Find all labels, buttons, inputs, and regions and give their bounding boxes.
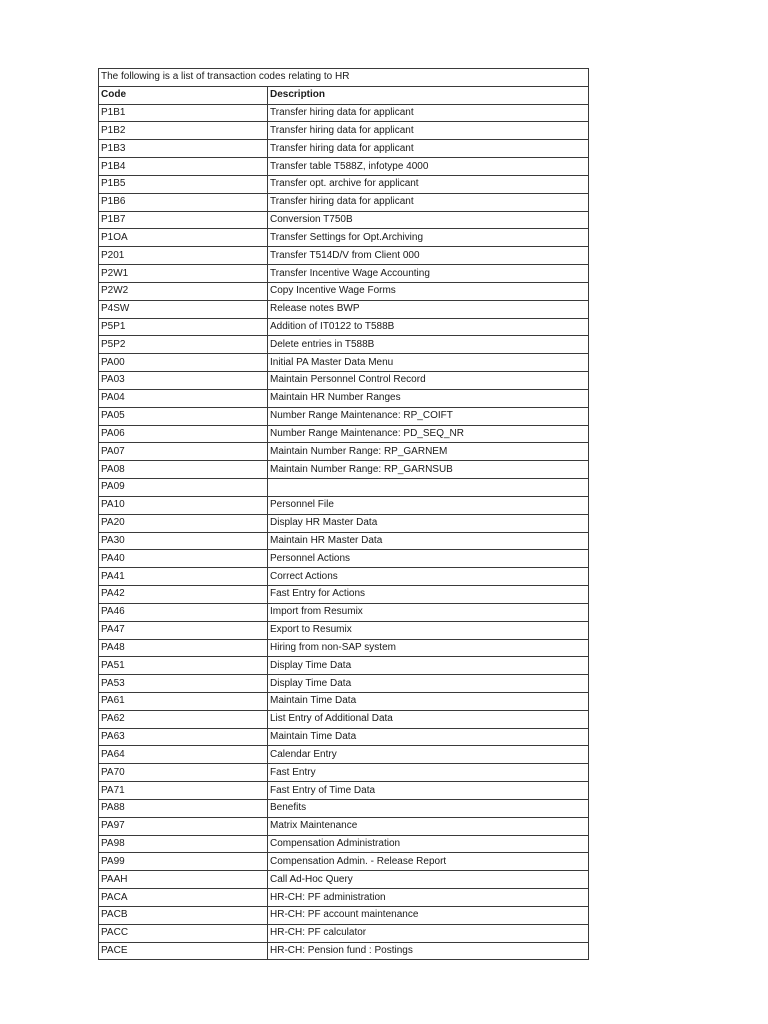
description-cell: Personnel Actions <box>268 550 589 568</box>
code-cell: PA07 <box>99 443 268 461</box>
code-cell: PA00 <box>99 354 268 372</box>
description-cell: Initial PA Master Data Menu <box>268 354 589 372</box>
table-caption: The following is a list of transaction codes relating to HR <box>99 69 589 87</box>
code-cell: PA98 <box>99 835 268 853</box>
code-cell: PA30 <box>99 532 268 550</box>
description-cell: Release notes BWP <box>268 300 589 318</box>
table-row <box>99 657 589 675</box>
code-cell: PA62 <box>99 710 268 728</box>
table-row <box>99 871 589 889</box>
description-cell: Addition of IT0122 to T588B <box>268 318 589 336</box>
description-cell: Transfer T514D/V from Client 000 <box>268 247 589 265</box>
code-cell: P1B3 <box>99 140 268 158</box>
code-cell: PA42 <box>99 586 268 604</box>
code-cell: PA63 <box>99 728 268 746</box>
code-cell: PACE <box>99 942 268 960</box>
description-cell: Display Time Data <box>268 675 589 693</box>
description-cell: Matrix Maintenance <box>268 817 589 835</box>
table-row <box>99 692 589 710</box>
code-cell: PA71 <box>99 782 268 800</box>
code-cell: PA46 <box>99 603 268 621</box>
description-cell: Conversion T750B <box>268 211 589 229</box>
description-cell: Maintain Time Data <box>268 692 589 710</box>
code-cell: PACA <box>99 889 268 907</box>
table-row <box>99 568 589 586</box>
table-row <box>99 764 589 782</box>
description-cell: Transfer hiring data for applicant <box>268 140 589 158</box>
code-cell: P1OA <box>99 229 268 247</box>
code-cell: PA08 <box>99 461 268 479</box>
code-cell: PA20 <box>99 514 268 532</box>
description-cell: Transfer opt. archive for applicant <box>268 175 589 193</box>
table-row <box>99 336 589 354</box>
table-row <box>99 853 589 871</box>
table-row <box>99 354 589 372</box>
code-cell: PA04 <box>99 389 268 407</box>
code-cell: PACB <box>99 906 268 924</box>
table-row <box>99 425 589 443</box>
description-cell: Compensation Admin. - Release Report <box>268 853 589 871</box>
table-row <box>99 942 589 960</box>
code-cell: PA03 <box>99 372 268 390</box>
table-row <box>99 782 589 800</box>
table-row <box>99 158 589 176</box>
table-row <box>99 104 589 122</box>
code-cell: P1B1 <box>99 104 268 122</box>
table-row <box>99 906 589 924</box>
table-row <box>99 799 589 817</box>
code-cell: PA40 <box>99 550 268 568</box>
table-row <box>99 710 589 728</box>
description-cell: Transfer hiring data for applicant <box>268 193 589 211</box>
table-row <box>99 675 589 693</box>
description-cell: Calendar Entry <box>268 746 589 764</box>
table-row <box>99 265 589 283</box>
table-row <box>99 639 589 657</box>
table-row <box>99 443 589 461</box>
table-row <box>99 514 589 532</box>
code-cell: PA99 <box>99 853 268 871</box>
description-cell: Import from Resumix <box>268 603 589 621</box>
table-row <box>99 835 589 853</box>
table-row <box>99 746 589 764</box>
description-cell: Fast Entry of Time Data <box>268 782 589 800</box>
transaction-code-table <box>98 68 589 960</box>
description-cell <box>268 479 589 497</box>
code-cell: PA97 <box>99 817 268 835</box>
code-cell: PA10 <box>99 496 268 514</box>
table-caption-row <box>99 69 589 87</box>
code-cell: P2W1 <box>99 265 268 283</box>
description-cell: Hiring from non-SAP system <box>268 639 589 657</box>
description-cell: Maintain HR Master Data <box>268 532 589 550</box>
code-cell: PA05 <box>99 407 268 425</box>
code-cell: PA88 <box>99 799 268 817</box>
code-cell: PA41 <box>99 568 268 586</box>
code-cell: P2W2 <box>99 282 268 300</box>
description-cell: Transfer Incentive Wage Accounting <box>268 265 589 283</box>
description-cell: List Entry of Additional Data <box>268 710 589 728</box>
description-cell: HR-CH: Pension fund : Postings <box>268 942 589 960</box>
table-row <box>99 461 589 479</box>
code-cell: PA53 <box>99 675 268 693</box>
table-row <box>99 140 589 158</box>
code-cell: P1B4 <box>99 158 268 176</box>
code-cell: PA61 <box>99 692 268 710</box>
code-cell: P1B7 <box>99 211 268 229</box>
code-cell: PA70 <box>99 764 268 782</box>
description-cell: Maintain Number Range: RP_GARNEM <box>268 443 589 461</box>
description-cell: Correct Actions <box>268 568 589 586</box>
description-cell: Maintain Number Range: RP_GARNSUB <box>268 461 589 479</box>
description-cell: Call Ad-Hoc Query <box>268 871 589 889</box>
code-cell: PA51 <box>99 657 268 675</box>
description-cell: Maintain HR Number Ranges <box>268 389 589 407</box>
table-row <box>99 496 589 514</box>
description-cell: HR-CH: PF account maintenance <box>268 906 589 924</box>
table-row <box>99 728 589 746</box>
code-cell: PA64 <box>99 746 268 764</box>
table-row <box>99 211 589 229</box>
table-row <box>99 603 589 621</box>
code-cell: P4SW <box>99 300 268 318</box>
table-row <box>99 889 589 907</box>
code-cell: PACC <box>99 924 268 942</box>
table-row <box>99 300 589 318</box>
code-cell: P1B5 <box>99 175 268 193</box>
description-cell: Number Range Maintenance: PD_SEQ_NR <box>268 425 589 443</box>
description-cell: Transfer Settings for Opt.Archiving <box>268 229 589 247</box>
table-row <box>99 122 589 140</box>
description-cell: Fast Entry for Actions <box>268 586 589 604</box>
table-row <box>99 586 589 604</box>
description-cell: Export to Resumix <box>268 621 589 639</box>
table-row <box>99 479 589 497</box>
description-cell: Display HR Master Data <box>268 514 589 532</box>
code-cell: PAAH <box>99 871 268 889</box>
table-row <box>99 621 589 639</box>
description-cell: HR-CH: PF calculator <box>268 924 589 942</box>
code-cell: P1B2 <box>99 122 268 140</box>
description-cell: Personnel File <box>268 496 589 514</box>
table-row <box>99 193 589 211</box>
table-row <box>99 175 589 193</box>
table-row <box>99 229 589 247</box>
description-cell: Delete entries in T588B <box>268 336 589 354</box>
table-row <box>99 550 589 568</box>
description-cell: HR-CH: PF administration <box>268 889 589 907</box>
code-cell: PA06 <box>99 425 268 443</box>
code-cell: P5P1 <box>99 318 268 336</box>
description-cell: Number Range Maintenance: RP_COIFT <box>268 407 589 425</box>
description-cell: Fast Entry <box>268 764 589 782</box>
table-row <box>99 924 589 942</box>
description-cell: Transfer hiring data for applicant <box>268 122 589 140</box>
table-row <box>99 817 589 835</box>
description-cell: Maintain Time Data <box>268 728 589 746</box>
description-cell: Transfer hiring data for applicant <box>268 104 589 122</box>
description-cell: Transfer table T588Z, infotype 4000 <box>268 158 589 176</box>
code-cell: P201 <box>99 247 268 265</box>
table-body <box>99 69 589 960</box>
code-cell: PA09 <box>99 479 268 497</box>
code-cell: PA47 <box>99 621 268 639</box>
description-cell: Compensation Administration <box>268 835 589 853</box>
table-row <box>99 532 589 550</box>
description-cell: Display Time Data <box>268 657 589 675</box>
code-cell: P1B6 <box>99 193 268 211</box>
table-row <box>99 372 589 390</box>
table-row <box>99 282 589 300</box>
table-row <box>99 389 589 407</box>
description-cell: Maintain Personnel Control Record <box>268 372 589 390</box>
description-cell: Benefits <box>268 799 589 817</box>
code-cell: P5P2 <box>99 336 268 354</box>
column-header-description: Description <box>268 86 589 104</box>
table-row <box>99 247 589 265</box>
table-header-row <box>99 86 589 104</box>
column-header-code: Code <box>99 86 268 104</box>
table-row <box>99 318 589 336</box>
code-cell: PA48 <box>99 639 268 657</box>
description-cell: Copy Incentive Wage Forms <box>268 282 589 300</box>
table-row <box>99 407 589 425</box>
